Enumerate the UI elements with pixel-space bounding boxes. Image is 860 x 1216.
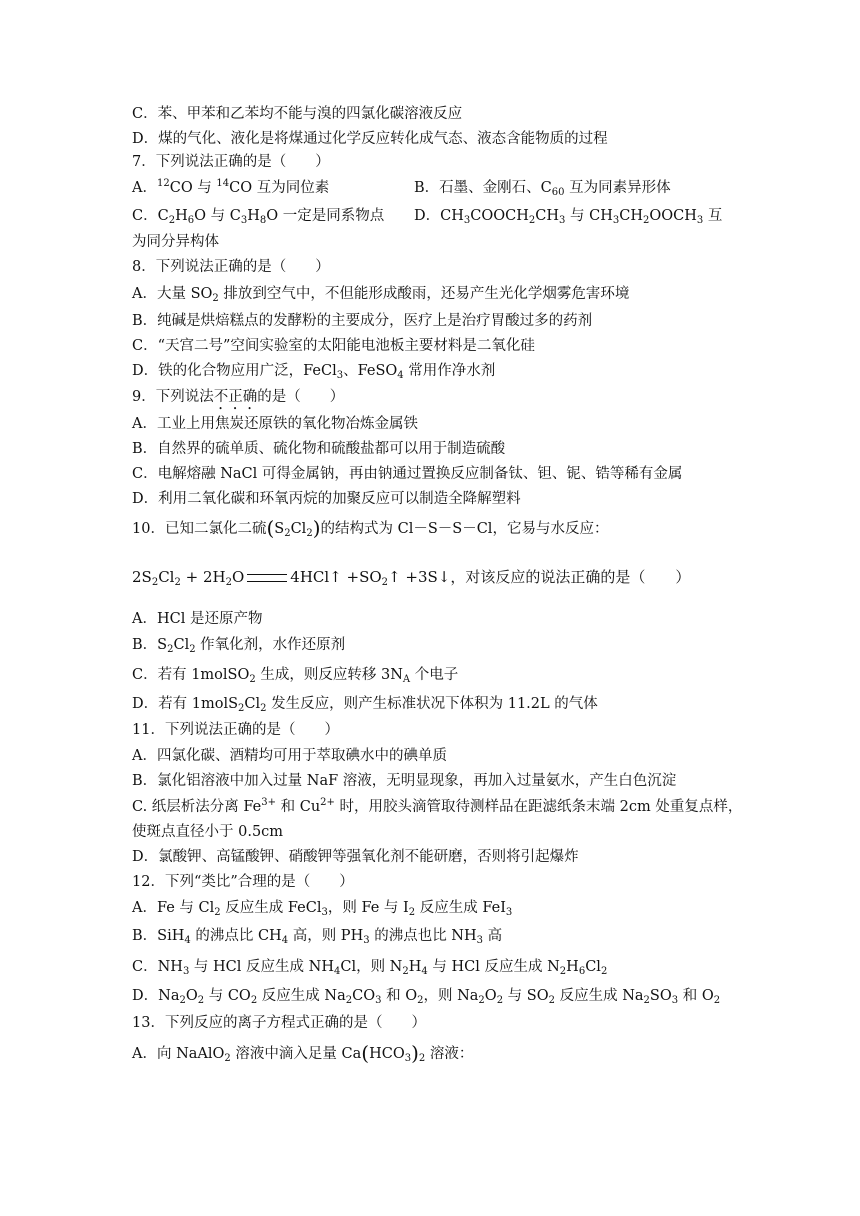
q7-option-d-cont (132, 232, 219, 252)
text: 发生反应，则产生标准状况下体积为 11.2L 的气体 (266, 696, 598, 712)
text: 12．下列“类比”合理的是（ ） (132, 874, 354, 890)
text: 溶液中滴入足量 Ca (230, 1046, 362, 1062)
text: 互为同素异形体 (564, 180, 671, 196)
text: 的结构式为 Cl－S－S－Cl，它易与水反应： (320, 521, 609, 537)
text: D．氯酸钾、高锰酸钾、硝酸钾等强氧化剂不能研磨，否则将引起爆炸 (132, 849, 579, 865)
q8-option-c (132, 336, 535, 356)
text: 13．下列反应的离子方程式正确的是（ ） (132, 1015, 426, 1031)
sub: 2 (212, 293, 219, 304)
text: 个电子 (410, 667, 459, 683)
text: 时，用胶头滴管取待测样品在距滤纸条末端 2cm 处重复点样， (334, 799, 743, 815)
text: D． (414, 208, 441, 224)
text: C．苯、甲苯和乙苯均不能与溴的四氯化碳溶液反应 (132, 106, 463, 122)
question-12 (132, 872, 354, 892)
reaction-equation: $2S_2Cl_2 + 2H_2O$ 4HCl↑ $+SO_2↑$ +3S↓，对该反应的说法正确的是（ ） (132, 568, 691, 588)
text: 使斑点直径小于 0.5cm (132, 824, 284, 840)
q10-option-b: B．$S_2Cl_2$ 作氧化剂，水作还原剂 (132, 637, 346, 655)
text: 溶液： (425, 1046, 474, 1062)
text: 8．下列说法正确的是（ ） (132, 259, 330, 275)
text: D．利用二氧化碳和环氧丙烷的加聚反应可以制造全降解塑料 (132, 491, 521, 507)
q9-option-d (132, 489, 521, 509)
text: 7．下列说法正确的是（ ） (132, 154, 330, 170)
emphasis-text: 不正确 (213, 389, 258, 405)
q8-option-d (132, 361, 495, 381)
text: D．若有 1molS (132, 696, 239, 712)
q12-option-d: D．$Na_2O_2$ 与 $CO_2$ 反应生成 $Na_2CO_3$ 和 $O_2$，则 $Na_2O_2$ 与 $SO_2$ 反应生成 $Na_2SO_3$ 和 $O_2$ (132, 988, 721, 1006)
text: A．HCl 是还原产物 (132, 611, 263, 627)
text: B．S (132, 637, 168, 653)
text: CO 与 (169, 180, 217, 196)
text: A．向 NaAlO (132, 1046, 225, 1062)
text: A．大量 SO (132, 286, 213, 302)
sup: 12 (156, 178, 170, 189)
text: 排放到空气中，不但能形成酸雨，还易产生光化学烟雾危害环境 (218, 286, 630, 302)
question-9 (132, 387, 344, 413)
text: 为同分异构体 (132, 234, 219, 250)
q11-option-c (132, 797, 742, 817)
sup: 3+ (261, 797, 277, 808)
q11-option-c-cont (132, 822, 283, 842)
text: C. 纸层析法分离 Fe (132, 799, 262, 815)
question-8 (132, 257, 330, 277)
text: ，对该反应的说法正确的是（ ） (450, 568, 691, 586)
text: A．四氯化碳、酒精均可用于萃取碘水中的碘单质 (132, 748, 447, 764)
text: 10．已知二氯化二硫 (132, 521, 267, 537)
sub: 60 (551, 187, 565, 198)
text: C． (132, 208, 158, 224)
q12-option-a: A．Fe 与 $Cl_2$ 反应生成 FeCl$_3$，则 Fe 与 $I_2$ 反应生成 FeI$_3$ (132, 900, 513, 918)
text: 生成，则反应转移 3N (255, 667, 403, 683)
text: B．氯化铝溶液中加入过量 NaF 溶液，无明显现象，再加入过量氨水，产生白色沉淀 (132, 773, 677, 789)
text: 一定是同系物点 (278, 208, 385, 224)
q13-option-a: A．向 NaAlO$_2$ 溶液中滴入足量 $Ca(HCO_3)_2$ 溶液： (132, 1041, 474, 1065)
q8-option-a (132, 284, 629, 304)
question-11 (132, 720, 339, 740)
question-7 (132, 152, 330, 172)
text: 、FeSO (343, 363, 398, 379)
text: B．纯碱是烘焙糕点的发酵粉的主要成分，医疗上是治疗胃酸过多的药剂 (132, 313, 593, 329)
question-13 (132, 1013, 426, 1033)
text: D．煤的气化、液化是将煤通过化学反应转化成气态、液态含能物质的过程 (132, 131, 608, 147)
q10-option-c: C．若有 1molSO$_2$ 生成，则反应转移 $3N_A$ 个电子 (132, 667, 459, 685)
q11-option-d (132, 847, 579, 867)
text: A． (132, 180, 157, 196)
q10-option-d: D．若有 $1molS_2Cl_2$ 发生反应，则产生标准状况下体积为 11.2L 的气体 (132, 696, 598, 714)
text: 9．下列说法 (132, 389, 214, 405)
text: B．自然界的硫单质、硫化物和硫酸盐都可以用于制造硫酸 (132, 441, 506, 457)
text: C．若有 1molSO (132, 667, 250, 683)
text: 和 Cu (276, 799, 321, 815)
text: 作氧化剂，水作还原剂 (195, 637, 346, 653)
q7-option-c: C．$C_2H_6O$ 与 $C_3H_8O$ 一定是同系物点 (132, 208, 385, 226)
text: C．电解熔融 NaCl 可得金属钠，再由钠通过置换反应制备钛、钽、铌、锆等稀有金属 (132, 466, 683, 482)
text: B．石墨、金刚石、C (414, 180, 552, 196)
text: CO 互为同位素 (229, 180, 330, 196)
q9-option-c (132, 464, 682, 484)
q12-option-b: B．SiH$_4$ 的沸点比 $CH_4$ 高，则 $PH_3$ 的沸点也比 $NH_3$ 高 (132, 928, 503, 946)
text: A．工业上用焦炭还原铁的氧化物冶炼金属铁 (132, 416, 418, 432)
text: 11．下列说法正确的是（ ） (132, 722, 339, 738)
sub: 3 (336, 370, 344, 381)
q9-option-a (132, 414, 418, 434)
q11-option-b (132, 771, 676, 791)
q11-option-a (132, 746, 447, 766)
q9-option-b (132, 439, 505, 459)
option-d-line (132, 129, 608, 149)
q10-option-a (132, 609, 262, 629)
text: C．“天宫二号”空间实验室的太阳能电池板主要材料是二氧化硅 (132, 338, 535, 354)
question-10: 10．已知二氯化二硫$(S_2Cl_2)$的结构式为 Cl－S－S－Cl，它易与水反应： (132, 516, 609, 540)
q7-option-d: D．$CH_3COOCH_2CH_3$ 与 $CH_3CH_2OOCH_3$ 互 (414, 208, 723, 226)
sub: A (402, 674, 411, 685)
q7-option-b (414, 178, 671, 198)
q12-option-c: C．$NH_3$ 与 HCl 反应生成 $NH_4Cl$，则 $N_2H_4$ 与 HCl 反应生成 $N_2H_6Cl_2$ (132, 959, 608, 977)
text: D．铁的化合物应用广泛，FeCl (132, 363, 337, 379)
sub: 4 (397, 370, 404, 381)
text: 的是（ ） (257, 389, 345, 405)
text: 常用作净水剂 (403, 363, 496, 379)
option-c-line (132, 104, 462, 124)
sup: 2+ (320, 797, 335, 808)
q8-option-b (132, 311, 592, 331)
q7-option-a (132, 178, 329, 198)
sup: 14 (216, 178, 230, 189)
